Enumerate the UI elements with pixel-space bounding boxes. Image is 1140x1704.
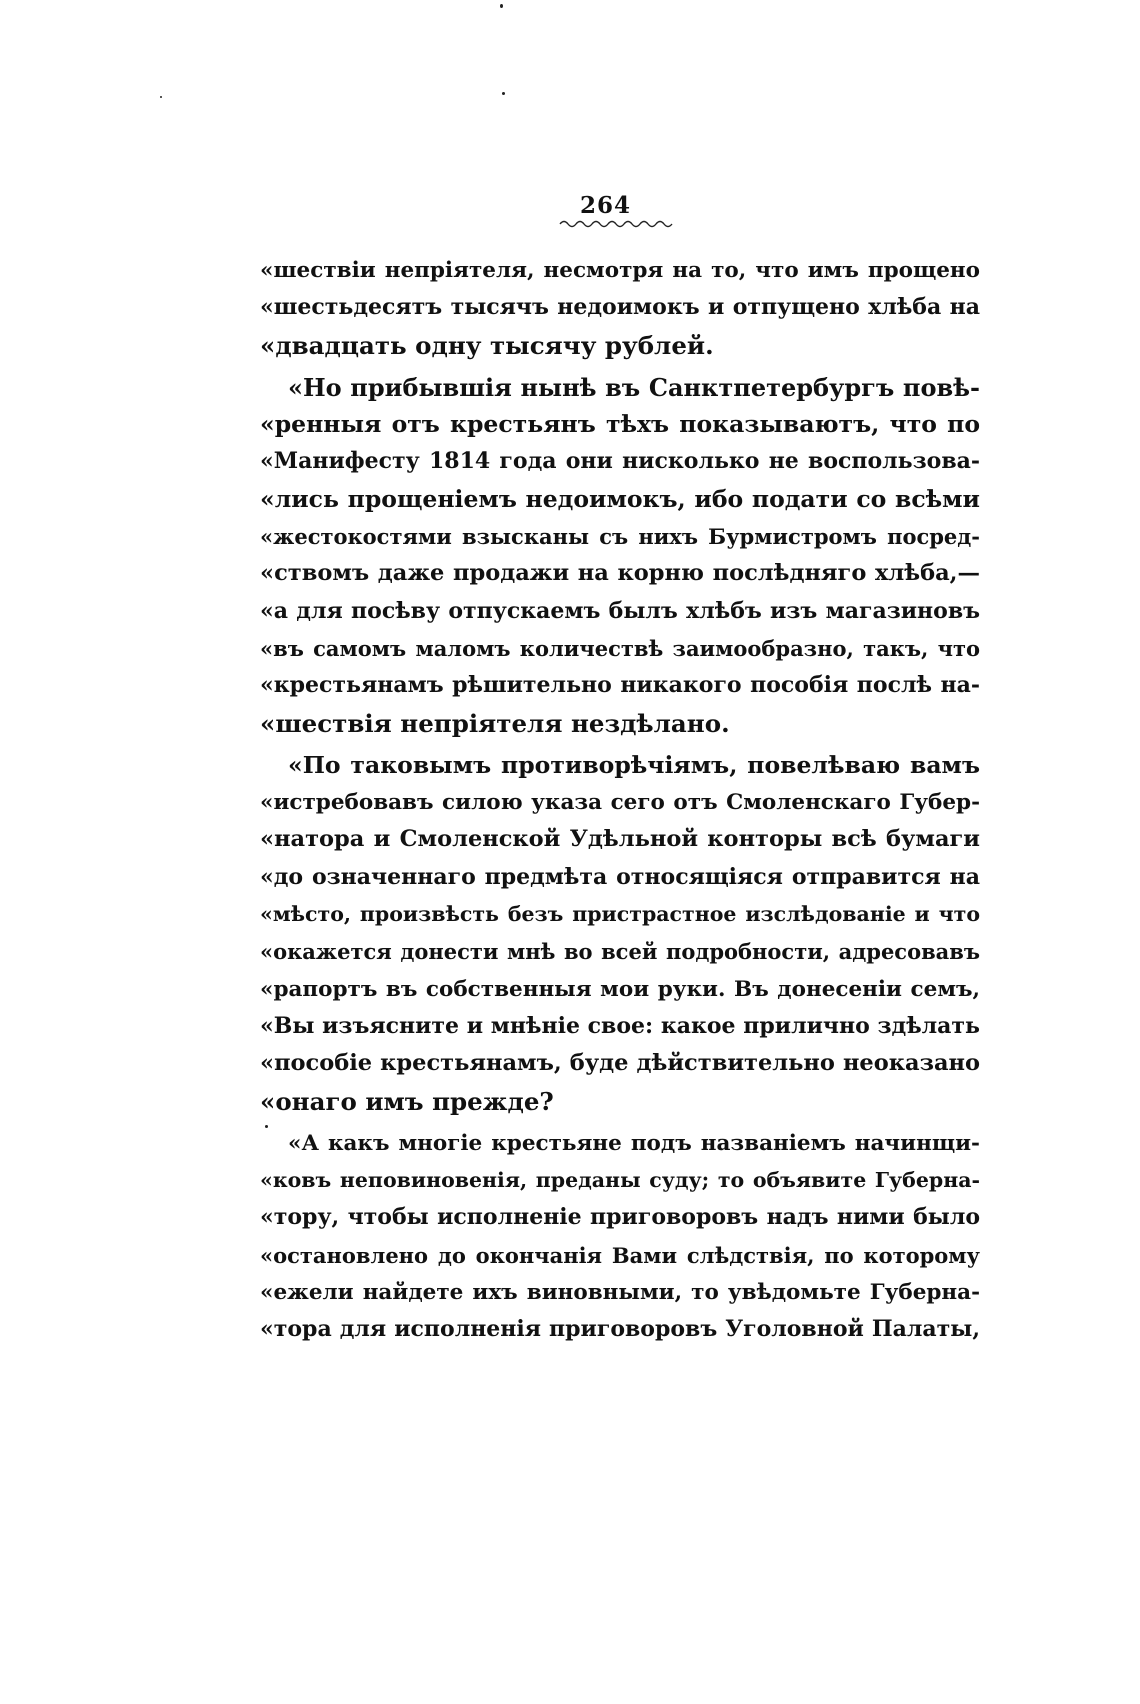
text-line: «до означеннаго предмѣта относящіяся отправится на xyxy=(260,863,980,890)
text-line: «ежели найдете ихъ виновными, то увѣдомьте Губерна- xyxy=(260,1280,980,1306)
text-line: «крестьянамъ рѣшительно никакого пособія послѣ на- xyxy=(260,672,980,699)
text-line: «По таковымъ противорѣчіямъ, повелѣваю вамъ xyxy=(288,750,980,779)
text-line: «а для посѣву отпускаемъ былъ хлѣбъ изъ магазиновъ xyxy=(260,597,980,624)
text-line: «ствомъ даже продажи на корню послѣдняго хлѣба,— xyxy=(260,560,980,587)
text-line: «А какъ многіе крестьяне подъ названіемъ начинщи- xyxy=(288,1130,980,1156)
text-line: «жестокостями взысканы съ нихъ Бурмистромъ посред- xyxy=(260,524,980,550)
text-line: «остановлено до окончанія Вами слѣдствія, по которому xyxy=(260,1242,980,1268)
text-line: «ренныя отъ крестьянъ тѣхъ показываютъ, что по xyxy=(260,410,980,439)
scan-speck xyxy=(500,4,503,8)
body-text xyxy=(260,252,980,1349)
text-line: «ковъ неповиновенія, преданы суду; то объявите Губерна- xyxy=(260,1168,980,1193)
paragraph xyxy=(260,1125,980,1349)
text-line: «лись прощеніемъ недоимокъ, ибо подати со всѣми xyxy=(260,484,980,513)
text-line: «въ самомъ маломъ количествѣ заимообразно, такъ, что xyxy=(260,635,980,661)
text-line: «шествіи непріятеля, несмотря на то, что имъ прощено xyxy=(260,258,980,283)
wavy-ornament xyxy=(558,218,678,228)
paragraph xyxy=(260,747,980,1120)
text-line: «двадцать одну тысячу рублей. xyxy=(260,330,714,360)
text-line: «шествія непріятеля нездѣлано. xyxy=(260,708,730,738)
scan-speck xyxy=(502,92,505,95)
paragraph xyxy=(260,369,980,742)
text-line: «Но прибывшія нынѣ въ Санктпетербургъ повѣ- xyxy=(288,372,980,402)
text-line: «онаго имъ прежде? xyxy=(260,1086,554,1116)
scan-speck xyxy=(160,96,162,98)
paragraph xyxy=(260,252,980,364)
text-line: «Вы изъясните и мнѣніе свое: какое прилично здѣлать xyxy=(260,1012,980,1039)
text-line: «натора и Смоленской Удѣльной конторы всѣ бумаги xyxy=(260,826,980,853)
text-line: «тора для исполненія приговоровъ Уголовной Палаты, xyxy=(260,1316,980,1343)
text-line: «тору, чтобы исполненіе приговоровъ надъ ними было xyxy=(260,1204,980,1231)
text-line: «окажется донести мнѣ во всей подробности, адресовавъ xyxy=(260,939,980,965)
text-line: «истребовавъ силою указа сего отъ Смоленскаго Губер- xyxy=(260,790,980,816)
text-line: «пособіе крестьянамъ, буде дѣйствительно неоказано xyxy=(260,1050,980,1077)
text-line: «рапортъ въ собственныя мои руки. Въ донесеніи семъ, xyxy=(260,976,980,1002)
text-line: «шестьдесятъ тысячъ недоимокъ и отпущено хлѣба на xyxy=(260,294,980,321)
text-line: «Манифесту 1814 года они нисколько не воспользова- xyxy=(260,448,980,475)
page-number: 264 xyxy=(580,192,632,219)
text-line: «мѣсто, произвѣсть безъ пристрастное изслѣдованіе и что xyxy=(260,902,980,927)
